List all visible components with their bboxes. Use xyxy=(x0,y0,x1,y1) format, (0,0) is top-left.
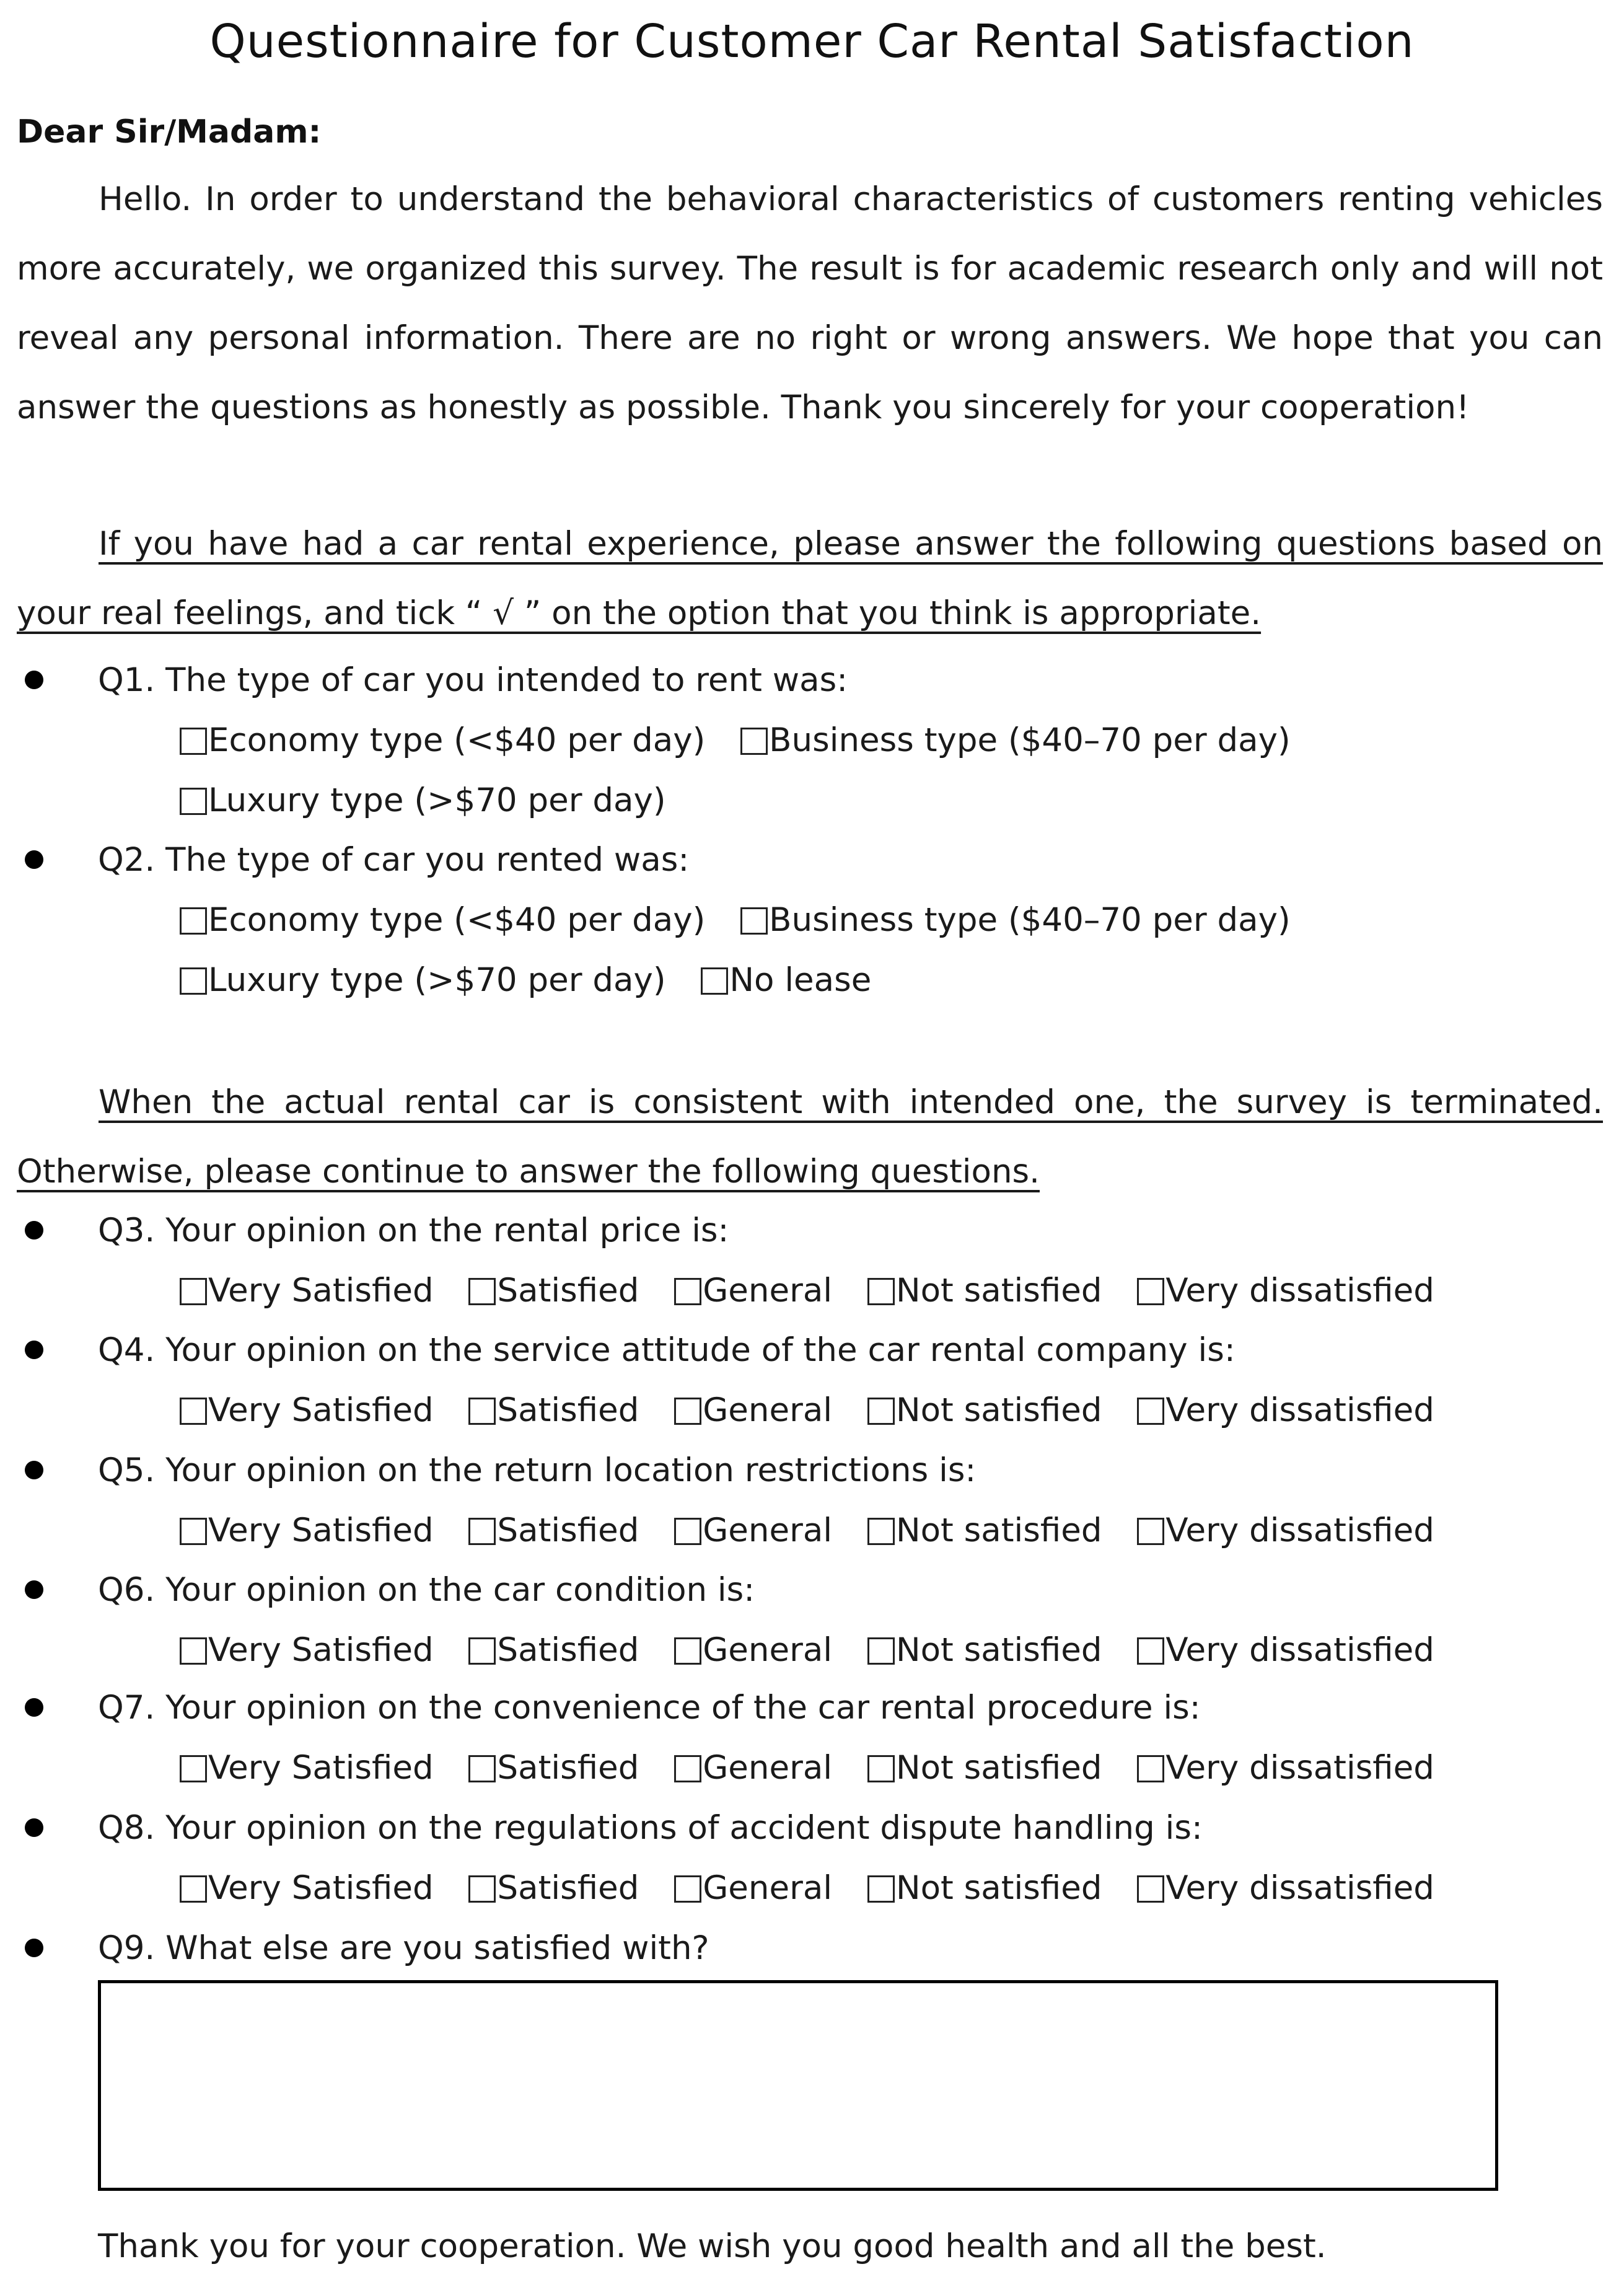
bullet-icon xyxy=(25,671,43,689)
q4-option-very-dissatisfied[interactable] xyxy=(1137,1386,1434,1435)
q5-option-very-satisfied[interactable] xyxy=(180,1506,434,1556)
option-label: Very Satisfied xyxy=(208,1749,434,1787)
checkbox-icon[interactable] xyxy=(867,1398,895,1425)
q4-option-general[interactable] xyxy=(674,1386,832,1435)
q4-options xyxy=(180,1386,1459,1435)
option-label: Very dissatisfied xyxy=(1165,1869,1434,1907)
checkbox-icon[interactable] xyxy=(674,1518,701,1545)
option-label: General xyxy=(703,1512,833,1549)
option-label: Not satisfied xyxy=(895,1512,1102,1549)
option-label: Very Satisfied xyxy=(208,1869,434,1907)
option-label: Not satisfied xyxy=(895,1631,1102,1669)
intro-paragraph: Hello. In order to understand the behavioral characteristics of customers renting vehicles more accurately, we organized this survey. The result is for academic research only and will not reveal any personal information. There are no right or wrong answers. We hope that you can answer the questions as honestly as possible. Thank you sincerely for your cooperation! xyxy=(17,180,1603,426)
checkbox-icon[interactable] xyxy=(468,1875,496,1903)
checkbox-icon[interactable] xyxy=(468,1637,496,1665)
q6-option-very-satisfied[interactable] xyxy=(180,1626,434,1675)
q2-option-luxury[interactable] xyxy=(180,956,666,1005)
q2-option-economy[interactable] xyxy=(180,896,705,945)
q6-option-satisfied[interactable] xyxy=(468,1626,639,1675)
q7-option-very-satisfied[interactable] xyxy=(180,1743,434,1793)
question-2: Q2. The type of car you rented was: xyxy=(98,841,690,879)
option-label: Very dissatisfied xyxy=(1165,1749,1434,1787)
checkbox-icon[interactable] xyxy=(468,1755,496,1782)
option-label: Very Satisfied xyxy=(208,1512,434,1549)
checkbox-icon[interactable] xyxy=(674,1875,701,1903)
option-label: Very dissatisfied xyxy=(1165,1391,1434,1429)
q1-option-economy[interactable] xyxy=(180,716,705,765)
q3-option-satisfied[interactable] xyxy=(468,1266,639,1316)
q4-option-very-satisfied[interactable] xyxy=(180,1386,434,1435)
q7-option-general[interactable] xyxy=(674,1743,832,1793)
option-label: Satisfied xyxy=(497,1512,639,1549)
q6-option-not-satisfied[interactable] xyxy=(867,1626,1102,1675)
question-9: Q9. What else are you satisfied with? xyxy=(98,1929,709,1967)
q3-option-not-satisfied[interactable] xyxy=(867,1266,1102,1316)
option-label: Economy type (<$40 per day) xyxy=(208,721,706,759)
q3-option-general[interactable] xyxy=(674,1266,832,1316)
bullet-icon xyxy=(25,1221,43,1240)
q4-option-satisfied[interactable] xyxy=(468,1386,639,1435)
q5-option-not-satisfied[interactable] xyxy=(867,1506,1102,1556)
checkbox-icon[interactable] xyxy=(180,967,207,995)
q5-option-satisfied[interactable] xyxy=(468,1506,639,1556)
option-label: Satisfied xyxy=(497,1272,639,1310)
q7-option-satisfied[interactable] xyxy=(468,1743,639,1793)
q7-option-not-satisfied[interactable] xyxy=(867,1743,1102,1793)
checkbox-icon[interactable] xyxy=(468,1518,496,1545)
salutation: Dear Sir/Madam: xyxy=(17,113,322,151)
option-label: General xyxy=(703,1631,833,1669)
page-title: Questionnaire for Customer Car Rental Satisfaction xyxy=(209,15,1415,68)
checkbox-icon[interactable] xyxy=(674,1755,701,1782)
instruction-note-1: If you have had a car rental experience, please answer the following questions based on your real feelings, and tick “ √ ” on the option that you think is appropriate. xyxy=(17,525,1603,632)
q1-options-row-2 xyxy=(180,776,691,826)
checkbox-icon[interactable] xyxy=(867,1278,895,1305)
checkbox-icon[interactable] xyxy=(1137,1637,1164,1665)
option-label: General xyxy=(703,1391,833,1429)
checkbox-icon[interactable] xyxy=(1137,1398,1164,1425)
q2-option-business[interactable] xyxy=(740,896,1290,945)
q8-options xyxy=(180,1864,1459,1913)
question-4: Q4. Your opinion on the service attitude of the car rental company is: xyxy=(98,1331,1236,1369)
q8-option-not-satisfied[interactable] xyxy=(867,1864,1102,1913)
checkbox-icon[interactable] xyxy=(867,1755,895,1782)
option-label: Business type ($40–70 per day) xyxy=(769,721,1291,759)
checkbox-icon[interactable] xyxy=(1137,1278,1164,1305)
question-7: Q7. Your opinion on the convenience of the car rental procedure is: xyxy=(98,1689,1201,1727)
q8-option-general[interactable] xyxy=(674,1864,832,1913)
q3-option-very-dissatisfied[interactable] xyxy=(1137,1266,1434,1316)
option-label: Luxury type (>$70 per day) xyxy=(208,782,666,819)
q5-option-general[interactable] xyxy=(674,1506,832,1556)
option-label: Very dissatisfied xyxy=(1165,1272,1434,1310)
option-label: Luxury type (>$70 per day) xyxy=(208,961,666,999)
q2-options-row-1 xyxy=(180,896,1315,945)
checkbox-icon[interactable] xyxy=(674,1637,701,1665)
q1-options-row-1 xyxy=(180,716,1315,765)
q6-options xyxy=(180,1626,1459,1675)
option-label: Not satisfied xyxy=(895,1869,1102,1907)
checkbox-icon[interactable] xyxy=(180,788,207,815)
checkbox-icon[interactable] xyxy=(740,728,768,755)
question-8: Q8. Your opinion on the regulations of accident dispute handling is: xyxy=(98,1809,1203,1847)
option-label: Very Satisfied xyxy=(208,1631,434,1669)
option-label: Satisfied xyxy=(497,1869,639,1907)
checkbox-icon[interactable] xyxy=(180,1755,207,1782)
q7-options xyxy=(180,1743,1459,1793)
checkbox-icon[interactable] xyxy=(180,1278,207,1305)
option-label: No lease xyxy=(729,961,872,999)
option-label: Very Satisfied xyxy=(208,1391,434,1429)
checkbox-icon[interactable] xyxy=(180,1875,207,1903)
option-label: Business type ($40–70 per day) xyxy=(769,901,1291,939)
instruction-note-2: When the actual rental car is consistent with intended one, the survey is terminated. Otherwise, please continue to answer the following questions. xyxy=(17,1083,1603,1191)
checkbox-icon[interactable] xyxy=(180,907,207,935)
checkbox-icon[interactable] xyxy=(1137,1875,1164,1903)
option-label: Not satisfied xyxy=(895,1749,1102,1787)
q9-answer-box[interactable] xyxy=(98,1980,1498,2191)
bullet-icon xyxy=(25,1698,43,1717)
checkbox-icon[interactable] xyxy=(180,1518,207,1545)
q2-option-no-lease[interactable] xyxy=(701,956,871,1005)
q2-options-row-2 xyxy=(180,956,896,1005)
q8-option-very-satisfied[interactable] xyxy=(180,1864,434,1913)
option-label: Very dissatisfied xyxy=(1165,1512,1434,1549)
q8-option-satisfied[interactable] xyxy=(468,1864,639,1913)
checkbox-icon[interactable] xyxy=(1137,1518,1164,1545)
checkbox-icon[interactable] xyxy=(867,1518,895,1545)
option-label: Satisfied xyxy=(497,1749,639,1787)
option-label: General xyxy=(703,1869,833,1907)
checkbox-icon[interactable] xyxy=(180,1398,207,1425)
bullet-icon xyxy=(25,1939,43,1957)
question-3: Q3. Your opinion on the rental price is: xyxy=(98,1212,729,1249)
q3-options xyxy=(180,1266,1459,1316)
q1-option-business[interactable] xyxy=(740,716,1290,765)
question-5: Q5. Your opinion on the return location restrictions is: xyxy=(98,1451,977,1489)
bullet-icon xyxy=(25,1580,43,1599)
q7-option-very-dissatisfied[interactable] xyxy=(1137,1743,1434,1793)
option-label: Very Satisfied xyxy=(208,1272,434,1310)
option-label: Not satisfied xyxy=(895,1272,1102,1310)
option-label: General xyxy=(703,1272,833,1310)
q5-options xyxy=(180,1506,1459,1556)
checkbox-icon[interactable] xyxy=(867,1875,895,1903)
q6-option-general[interactable] xyxy=(674,1626,832,1675)
bullet-icon xyxy=(25,1818,43,1837)
checkbox-icon[interactable] xyxy=(1137,1755,1164,1782)
checkbox-icon[interactable] xyxy=(867,1637,895,1665)
question-1: Q1. The type of car you intended to rent was: xyxy=(98,661,848,699)
question-6: Q6. Your opinion on the car condition is: xyxy=(98,1571,755,1609)
option-label: Satisfied xyxy=(497,1391,639,1429)
checkbox-icon[interactable] xyxy=(674,1278,701,1305)
option-label: Very dissatisfied xyxy=(1165,1631,1434,1669)
bullet-icon xyxy=(25,1461,43,1479)
option-label: Satisfied xyxy=(497,1631,639,1669)
checkbox-icon[interactable] xyxy=(468,1278,496,1305)
q5-option-very-dissatisfied[interactable] xyxy=(1137,1506,1434,1556)
checkbox-icon[interactable] xyxy=(740,907,768,935)
option-label: Not satisfied xyxy=(895,1391,1102,1429)
q3-option-very-satisfied[interactable] xyxy=(180,1266,434,1316)
q6-option-very-dissatisfied[interactable] xyxy=(1137,1626,1434,1675)
bullet-icon xyxy=(25,1341,43,1359)
closing-text: Thank you for your cooperation. We wish you good health and all the best. xyxy=(98,2227,1327,2265)
q1-option-luxury[interactable] xyxy=(180,776,666,826)
q4-option-not-satisfied[interactable] xyxy=(867,1386,1102,1435)
checkbox-icon[interactable] xyxy=(701,967,728,995)
checkbox-icon[interactable] xyxy=(674,1398,701,1425)
option-label: Economy type (<$40 per day) xyxy=(208,901,706,939)
bullet-icon xyxy=(25,850,43,869)
checkbox-icon[interactable] xyxy=(468,1398,496,1425)
q8-option-very-dissatisfied[interactable] xyxy=(1137,1864,1434,1913)
checkbox-icon[interactable] xyxy=(180,728,207,755)
option-label: General xyxy=(703,1749,833,1787)
checkbox-icon[interactable] xyxy=(180,1637,207,1665)
